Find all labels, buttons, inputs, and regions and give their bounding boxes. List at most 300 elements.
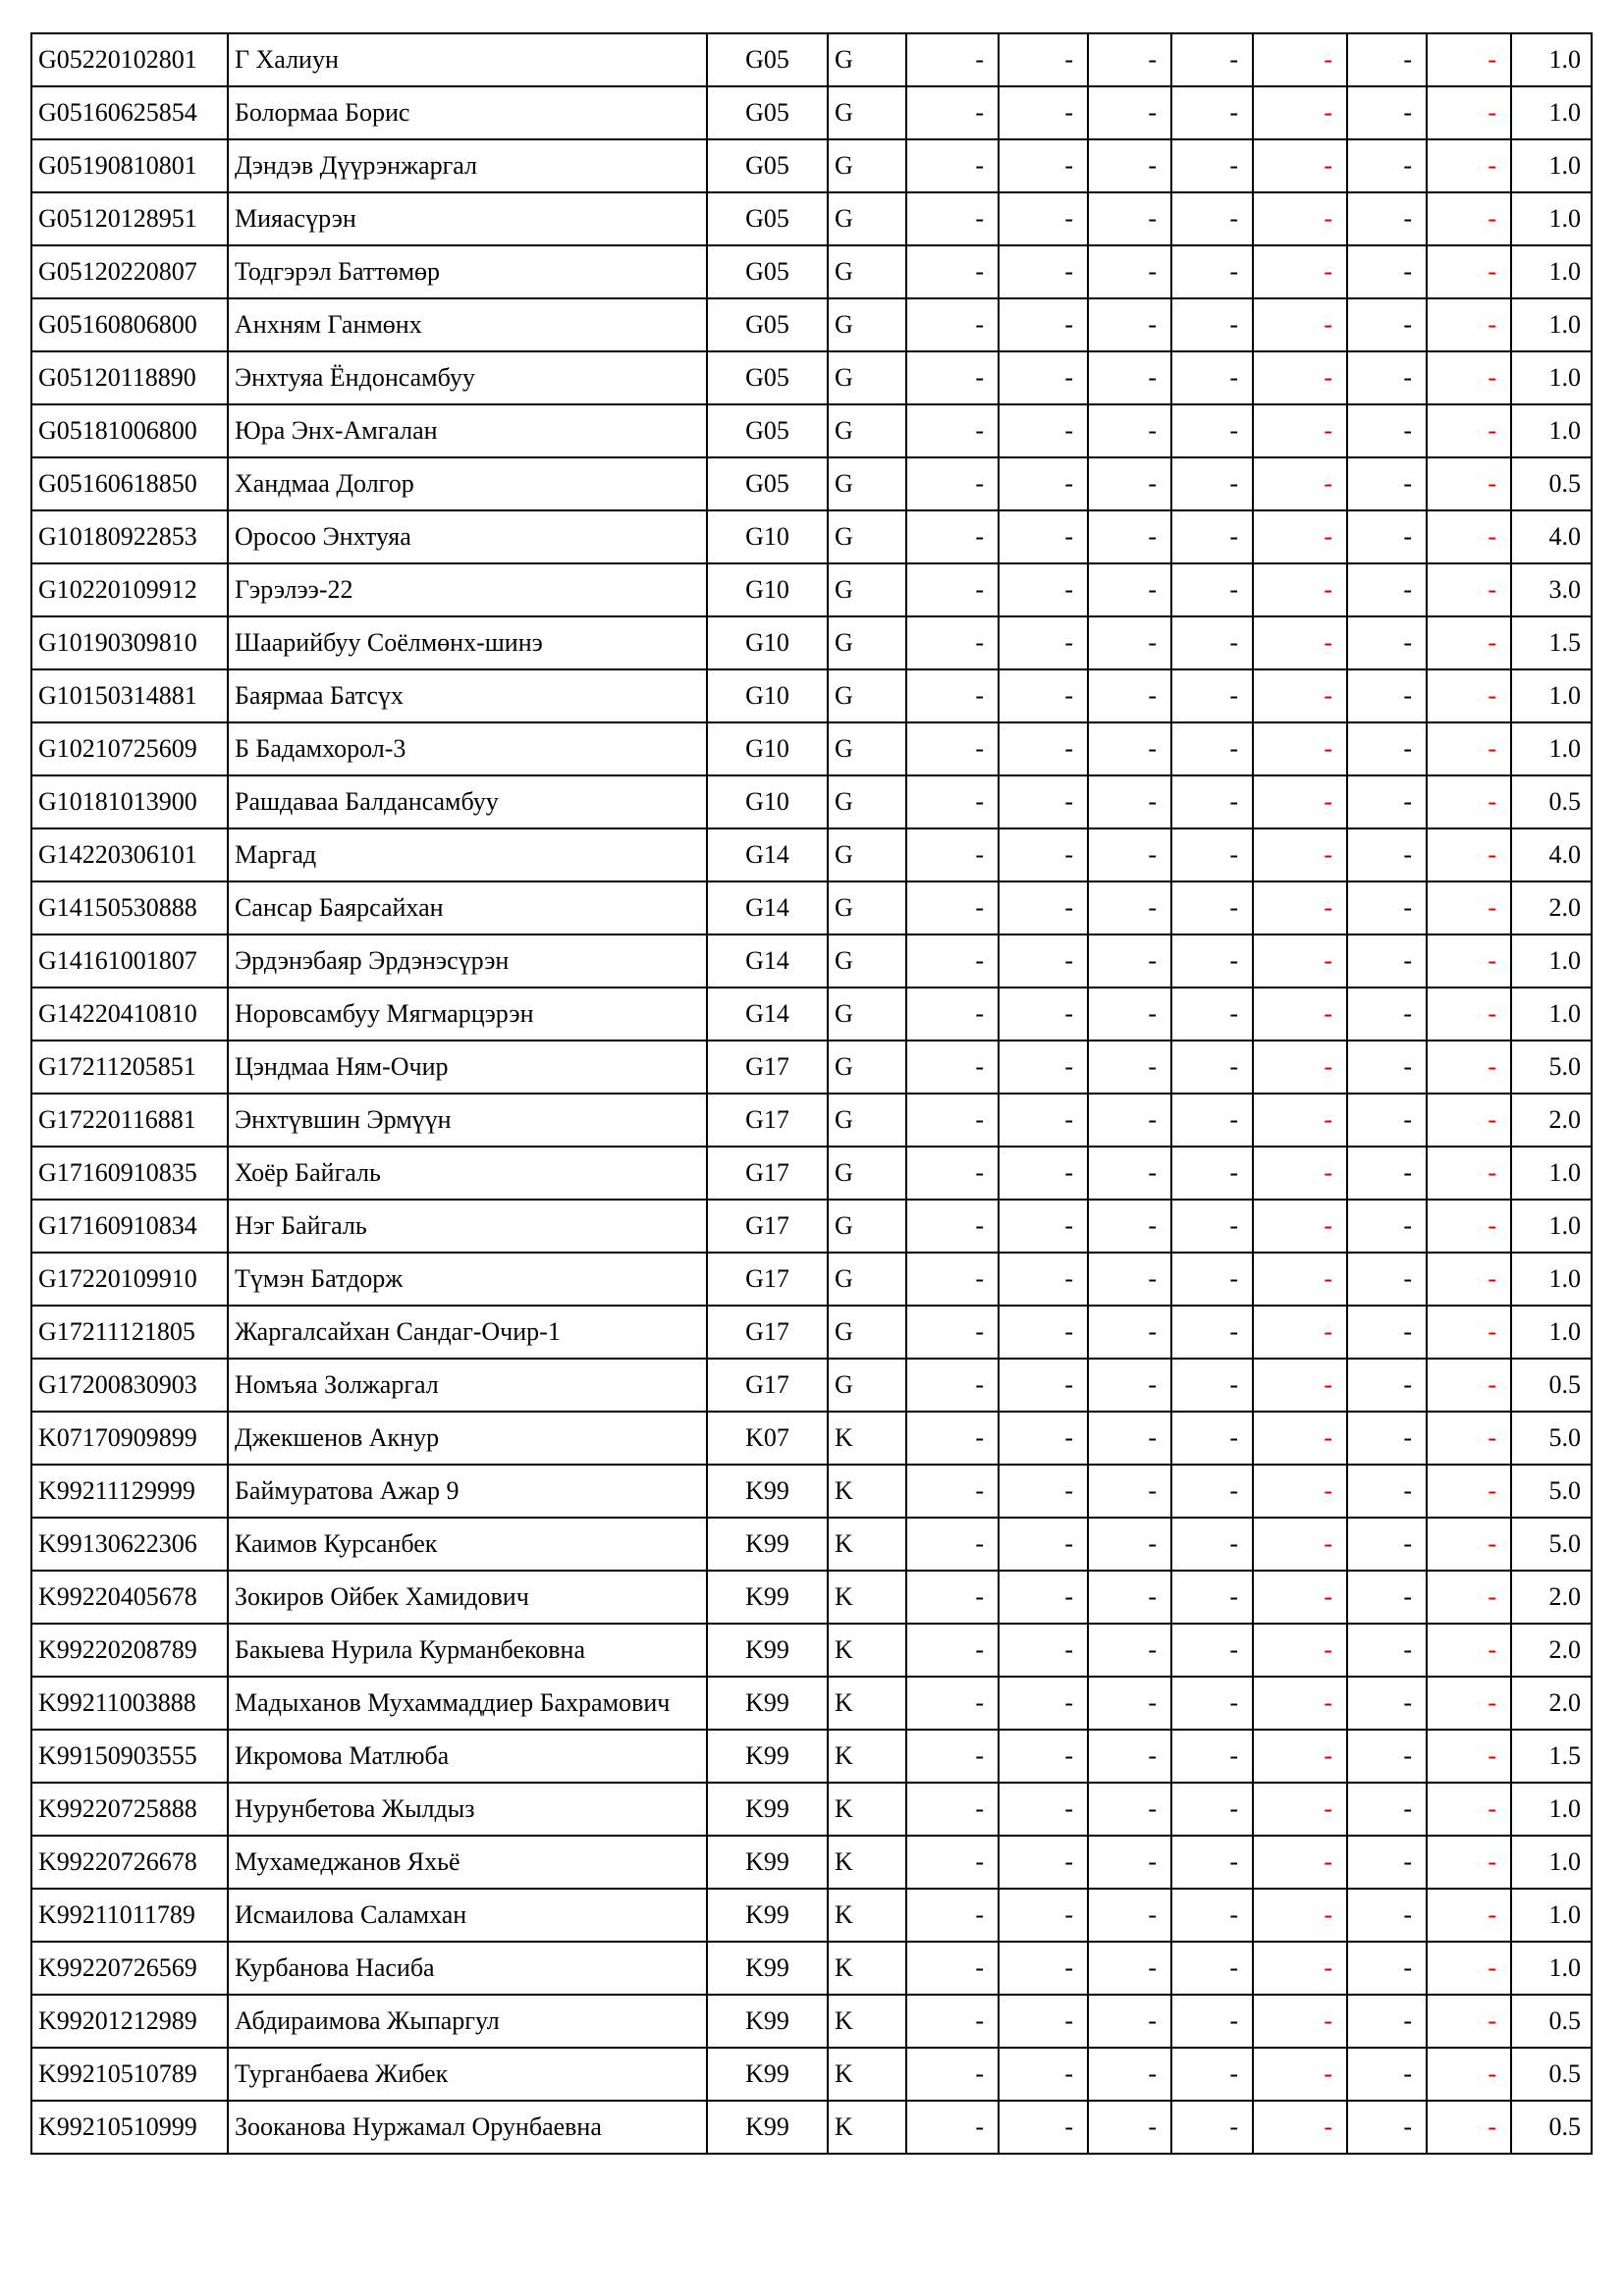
- value-cell: -: [906, 616, 999, 669]
- value-cell: -: [999, 510, 1088, 563]
- value-cell: -: [1347, 1412, 1427, 1465]
- score-cell: 0.5: [1511, 775, 1592, 828]
- table-row: [31, 934, 1592, 988]
- id-cell: K99220725888: [31, 1783, 228, 1836]
- value-cell: -: [1427, 2101, 1511, 2154]
- value-cell: -: [1427, 722, 1511, 775]
- score-cell: 1.0: [1511, 192, 1592, 245]
- score-cell: 2.0: [1511, 1571, 1592, 1624]
- table-row: [31, 1253, 1592, 1306]
- table-row: [31, 86, 1592, 139]
- table-row: [31, 1677, 1592, 1730]
- name-cell: Хандмаа Долгор: [228, 457, 707, 510]
- id-cell: G10210725609: [31, 722, 228, 775]
- score-cell: 5.0: [1511, 1041, 1592, 1094]
- value-cell: -: [999, 2048, 1088, 2101]
- value-cell: -: [1253, 988, 1347, 1041]
- value-cell: -: [1253, 563, 1347, 616]
- id-cell: G10220109912: [31, 563, 228, 616]
- code-cell: G14: [707, 881, 828, 934]
- value-cell: -: [1427, 1147, 1511, 1200]
- value-cell: -: [1088, 1412, 1171, 1465]
- value-cell: -: [999, 722, 1088, 775]
- value-cell: -: [1347, 192, 1427, 245]
- value-cell: -: [906, 775, 999, 828]
- value-cell: -: [1171, 669, 1253, 722]
- value-cell: -: [1427, 616, 1511, 669]
- value-cell: -: [1171, 1571, 1253, 1624]
- value-cell: -: [1427, 1942, 1511, 1995]
- value-cell: -: [1088, 404, 1171, 457]
- name-cell: Жаргалсайхан Сандаг-Очир-1: [228, 1306, 707, 1359]
- code-cell: K99: [707, 1624, 828, 1677]
- value-cell: -: [906, 1730, 999, 1783]
- value-cell: -: [999, 828, 1088, 881]
- value-cell: -: [1253, 2101, 1347, 2154]
- id-cell: K07170909899: [31, 1412, 228, 1465]
- group-cell: K: [828, 2101, 906, 2154]
- value-cell: -: [906, 1412, 999, 1465]
- table-row: [31, 828, 1592, 881]
- id-cell: G17220116881: [31, 1094, 228, 1147]
- group-cell: K: [828, 1995, 906, 2048]
- value-cell: -: [1427, 457, 1511, 510]
- value-cell: -: [999, 1253, 1088, 1306]
- value-cell: -: [1253, 1995, 1347, 2048]
- id-cell: K99211129999: [31, 1465, 228, 1518]
- value-cell: -: [1253, 1942, 1347, 1995]
- value-cell: -: [1253, 404, 1347, 457]
- value-cell: -: [1427, 828, 1511, 881]
- id-cell: G05220102801: [31, 33, 228, 86]
- table-row: [31, 1094, 1592, 1147]
- value-cell: -: [1347, 828, 1427, 881]
- score-cell: 0.5: [1511, 1995, 1592, 2048]
- id-cell: K99210510789: [31, 2048, 228, 2101]
- value-cell: -: [1088, 1306, 1171, 1359]
- name-cell: Рашдаваа Балдансамбуу: [228, 775, 707, 828]
- id-cell: G14161001807: [31, 934, 228, 988]
- value-cell: -: [1347, 1147, 1427, 1200]
- id-cell: K99150903555: [31, 1730, 228, 1783]
- value-cell: -: [1088, 563, 1171, 616]
- value-cell: -: [906, 563, 999, 616]
- table-row: [31, 616, 1592, 669]
- value-cell: -: [1171, 1147, 1253, 1200]
- value-cell: -: [1427, 1995, 1511, 2048]
- code-cell: G05: [707, 298, 828, 351]
- value-cell: -: [1347, 1306, 1427, 1359]
- value-cell: -: [1347, 2101, 1427, 2154]
- value-cell: -: [1347, 1200, 1427, 1253]
- score-cell: 0.5: [1511, 1359, 1592, 1412]
- id-cell: K99220208789: [31, 1624, 228, 1677]
- value-cell: -: [1427, 1359, 1511, 1412]
- name-cell: Нэг Байгаль: [228, 1200, 707, 1253]
- value-cell: -: [1088, 881, 1171, 934]
- value-cell: -: [1347, 1995, 1427, 2048]
- name-cell: Болормаа Борис: [228, 86, 707, 139]
- value-cell: -: [999, 1518, 1088, 1571]
- value-cell: -: [1088, 86, 1171, 139]
- value-cell: -: [1347, 2048, 1427, 2101]
- name-cell: Баярмаа Батсүх: [228, 669, 707, 722]
- group-cell: K: [828, 1677, 906, 1730]
- group-cell: G: [828, 86, 906, 139]
- score-cell: 5.0: [1511, 1518, 1592, 1571]
- value-cell: -: [906, 1624, 999, 1677]
- id-cell: G14220306101: [31, 828, 228, 881]
- code-cell: G17: [707, 1041, 828, 1094]
- table-row: [31, 1306, 1592, 1359]
- value-cell: -: [1171, 298, 1253, 351]
- code-cell: K99: [707, 1518, 828, 1571]
- value-cell: -: [1347, 1359, 1427, 1412]
- table-row: [31, 881, 1592, 934]
- name-cell: Абдираимова Жыпаргул: [228, 1995, 707, 2048]
- value-cell: -: [1347, 139, 1427, 192]
- value-cell: -: [1088, 1571, 1171, 1624]
- code-cell: G17: [707, 1253, 828, 1306]
- value-cell: -: [1347, 457, 1427, 510]
- value-cell: -: [1427, 139, 1511, 192]
- table-row: [31, 1783, 1592, 1836]
- value-cell: -: [1253, 934, 1347, 988]
- group-cell: G: [828, 1094, 906, 1147]
- value-cell: -: [1347, 1889, 1427, 1942]
- id-cell: K99130622306: [31, 1518, 228, 1571]
- value-cell: -: [1427, 245, 1511, 298]
- value-cell: -: [1253, 1624, 1347, 1677]
- score-cell: 1.0: [1511, 1253, 1592, 1306]
- value-cell: -: [999, 1783, 1088, 1836]
- table-row: [31, 988, 1592, 1041]
- group-cell: G: [828, 139, 906, 192]
- value-cell: -: [906, 1518, 999, 1571]
- value-cell: -: [1088, 298, 1171, 351]
- value-cell: -: [1253, 192, 1347, 245]
- value-cell: -: [1088, 33, 1171, 86]
- code-cell: K07: [707, 1412, 828, 1465]
- value-cell: -: [1427, 1253, 1511, 1306]
- code-cell: G05: [707, 404, 828, 457]
- value-cell: -: [1088, 510, 1171, 563]
- score-cell: 1.0: [1511, 1306, 1592, 1359]
- value-cell: -: [1253, 1836, 1347, 1889]
- value-cell: -: [906, 1041, 999, 1094]
- value-cell: -: [999, 563, 1088, 616]
- value-cell: -: [1088, 1995, 1171, 2048]
- name-cell: Б Бадамхорол-3: [228, 722, 707, 775]
- table-row: [31, 192, 1592, 245]
- value-cell: -: [1171, 722, 1253, 775]
- value-cell: -: [906, 722, 999, 775]
- score-cell: 5.0: [1511, 1465, 1592, 1518]
- value-cell: -: [1253, 1889, 1347, 1942]
- table-row: [31, 351, 1592, 404]
- code-cell: G10: [707, 510, 828, 563]
- value-cell: -: [1347, 510, 1427, 563]
- value-cell: -: [1088, 934, 1171, 988]
- score-cell: 0.5: [1511, 2101, 1592, 2154]
- score-cell: 1.0: [1511, 404, 1592, 457]
- value-cell: -: [906, 881, 999, 934]
- value-cell: -: [999, 2101, 1088, 2154]
- code-cell: K99: [707, 2048, 828, 2101]
- group-cell: G: [828, 404, 906, 457]
- value-cell: -: [1171, 1624, 1253, 1677]
- value-cell: -: [1171, 192, 1253, 245]
- value-cell: -: [1088, 351, 1171, 404]
- value-cell: -: [1171, 616, 1253, 669]
- value-cell: -: [1171, 1094, 1253, 1147]
- name-cell: Исмаилова Саламхан: [228, 1889, 707, 1942]
- value-cell: -: [999, 1571, 1088, 1624]
- value-cell: -: [1347, 1836, 1427, 1889]
- score-cell: 1.0: [1511, 139, 1592, 192]
- code-cell: K99: [707, 1942, 828, 1995]
- table-row: [31, 1518, 1592, 1571]
- value-cell: -: [906, 2048, 999, 2101]
- value-cell: -: [1427, 669, 1511, 722]
- id-cell: G05160625854: [31, 86, 228, 139]
- group-cell: G: [828, 669, 906, 722]
- value-cell: -: [1427, 1571, 1511, 1624]
- group-cell: G: [828, 563, 906, 616]
- value-cell: -: [906, 1677, 999, 1730]
- id-cell: G05120128951: [31, 192, 228, 245]
- value-cell: -: [999, 192, 1088, 245]
- code-cell: G10: [707, 616, 828, 669]
- value-cell: -: [999, 1465, 1088, 1518]
- value-cell: -: [1347, 1730, 1427, 1783]
- value-cell: -: [1171, 1677, 1253, 1730]
- value-cell: -: [906, 510, 999, 563]
- code-cell: G05: [707, 192, 828, 245]
- value-cell: -: [1171, 828, 1253, 881]
- name-cell: Турганбаева Жибек: [228, 2048, 707, 2101]
- value-cell: -: [1088, 616, 1171, 669]
- value-cell: -: [1427, 1624, 1511, 1677]
- id-cell: K99220726678: [31, 1836, 228, 1889]
- value-cell: -: [1253, 2048, 1347, 2101]
- value-cell: -: [1253, 669, 1347, 722]
- value-cell: -: [906, 1359, 999, 1412]
- value-cell: -: [1253, 1730, 1347, 1783]
- code-cell: K99: [707, 1730, 828, 1783]
- value-cell: -: [1171, 457, 1253, 510]
- value-cell: -: [1171, 775, 1253, 828]
- table-row: [31, 404, 1592, 457]
- value-cell: -: [1253, 298, 1347, 351]
- code-cell: G17: [707, 1200, 828, 1253]
- value-cell: -: [999, 669, 1088, 722]
- id-cell: K99220726569: [31, 1942, 228, 1995]
- value-cell: -: [1171, 1306, 1253, 1359]
- value-cell: -: [1171, 351, 1253, 404]
- value-cell: -: [1347, 934, 1427, 988]
- value-cell: -: [1171, 86, 1253, 139]
- value-cell: -: [1347, 1677, 1427, 1730]
- score-cell: 2.0: [1511, 1094, 1592, 1147]
- value-cell: -: [999, 33, 1088, 86]
- group-cell: G: [828, 245, 906, 298]
- table-row: [31, 1571, 1592, 1624]
- value-cell: -: [906, 828, 999, 881]
- id-cell: G10181013900: [31, 775, 228, 828]
- code-cell: G17: [707, 1094, 828, 1147]
- value-cell: -: [1347, 86, 1427, 139]
- code-cell: G05: [707, 245, 828, 298]
- code-cell: K99: [707, 1783, 828, 1836]
- name-cell: Джекшенов Акнур: [228, 1412, 707, 1465]
- table-row: [31, 1359, 1592, 1412]
- value-cell: -: [1088, 1094, 1171, 1147]
- value-cell: -: [1088, 1942, 1171, 1995]
- name-cell: Зокиров Ойбек Хамидович: [228, 1571, 707, 1624]
- value-cell: -: [906, 988, 999, 1041]
- value-cell: -: [1427, 404, 1511, 457]
- value-cell: -: [1253, 351, 1347, 404]
- value-cell: -: [906, 351, 999, 404]
- value-cell: -: [999, 351, 1088, 404]
- value-cell: -: [1427, 1306, 1511, 1359]
- score-cell: 1.0: [1511, 988, 1592, 1041]
- value-cell: -: [1427, 1518, 1511, 1571]
- name-cell: Цэндмаа Ням-Очир: [228, 1041, 707, 1094]
- name-cell: Сансар Баярсайхан: [228, 881, 707, 934]
- group-cell: K: [828, 1518, 906, 1571]
- value-cell: -: [1253, 1253, 1347, 1306]
- name-cell: Курбанова Насиба: [228, 1942, 707, 1995]
- value-cell: -: [1347, 563, 1427, 616]
- value-cell: -: [1427, 510, 1511, 563]
- value-cell: -: [906, 245, 999, 298]
- group-cell: G: [828, 828, 906, 881]
- value-cell: -: [1347, 988, 1427, 1041]
- value-cell: -: [906, 1094, 999, 1147]
- value-cell: -: [1171, 510, 1253, 563]
- id-cell: G05181006800: [31, 404, 228, 457]
- value-cell: -: [1088, 1465, 1171, 1518]
- group-cell: G: [828, 1200, 906, 1253]
- value-cell: -: [1171, 404, 1253, 457]
- group-cell: G: [828, 1359, 906, 1412]
- id-cell: G05160806800: [31, 298, 228, 351]
- score-cell: 1.0: [1511, 669, 1592, 722]
- name-cell: Икромова Матлюба: [228, 1730, 707, 1783]
- score-cell: 1.0: [1511, 1942, 1592, 1995]
- value-cell: -: [1171, 934, 1253, 988]
- value-cell: -: [906, 1253, 999, 1306]
- id-cell: G05120118890: [31, 351, 228, 404]
- id-cell: G05120220807: [31, 245, 228, 298]
- value-cell: -: [1088, 192, 1171, 245]
- table-row: [31, 33, 1592, 86]
- value-cell: -: [1171, 1889, 1253, 1942]
- id-cell: G17160910835: [31, 1147, 228, 1200]
- name-cell: Гэрэлээ-22: [228, 563, 707, 616]
- value-cell: -: [906, 2101, 999, 2154]
- table-row: [31, 669, 1592, 722]
- table-row: [31, 1889, 1592, 1942]
- value-cell: -: [999, 1889, 1088, 1942]
- name-cell: Анхням Ганмөнх: [228, 298, 707, 351]
- id-cell: G17200830903: [31, 1359, 228, 1412]
- value-cell: -: [1171, 1518, 1253, 1571]
- code-cell: K99: [707, 1995, 828, 2048]
- group-cell: G: [828, 351, 906, 404]
- value-cell: -: [1088, 1359, 1171, 1412]
- value-cell: -: [1253, 828, 1347, 881]
- value-cell: -: [1347, 1253, 1427, 1306]
- code-cell: G05: [707, 33, 828, 86]
- score-cell: 0.5: [1511, 457, 1592, 510]
- value-cell: -: [1253, 616, 1347, 669]
- code-cell: G10: [707, 775, 828, 828]
- value-cell: -: [1253, 1041, 1347, 1094]
- value-cell: -: [1347, 1571, 1427, 1624]
- score-cell: 1.0: [1511, 934, 1592, 988]
- name-cell: Номъяа Золжаргал: [228, 1359, 707, 1412]
- value-cell: -: [1427, 881, 1511, 934]
- value-cell: -: [906, 192, 999, 245]
- value-cell: -: [1427, 1677, 1511, 1730]
- id-cell: K99201212989: [31, 1995, 228, 2048]
- value-cell: -: [1171, 2101, 1253, 2154]
- value-cell: -: [1253, 245, 1347, 298]
- value-cell: -: [1427, 1889, 1511, 1942]
- score-cell: 1.0: [1511, 722, 1592, 775]
- group-cell: G: [828, 457, 906, 510]
- value-cell: -: [1427, 934, 1511, 988]
- group-cell: K: [828, 1465, 906, 1518]
- id-cell: G14220410810: [31, 988, 228, 1041]
- code-cell: G10: [707, 563, 828, 616]
- code-cell: G14: [707, 934, 828, 988]
- value-cell: -: [999, 1306, 1088, 1359]
- value-cell: -: [999, 1412, 1088, 1465]
- value-cell: -: [999, 934, 1088, 988]
- name-cell: Мадыханов Мухаммаддиер Бахрамович: [228, 1677, 707, 1730]
- value-cell: -: [1427, 2048, 1511, 2101]
- value-cell: -: [1253, 33, 1347, 86]
- value-cell: -: [1171, 139, 1253, 192]
- value-cell: -: [1347, 1041, 1427, 1094]
- name-cell: Мухамеджанов Яхьё: [228, 1836, 707, 1889]
- value-cell: -: [1088, 828, 1171, 881]
- group-cell: K: [828, 1412, 906, 1465]
- value-cell: -: [1427, 1094, 1511, 1147]
- value-cell: -: [1347, 245, 1427, 298]
- value-cell: -: [1088, 1624, 1171, 1677]
- id-cell: K99220405678: [31, 1571, 228, 1624]
- table-row: [31, 2101, 1592, 2154]
- name-cell: Түмэн Батдорж: [228, 1253, 707, 1306]
- value-cell: -: [1088, 1889, 1171, 1942]
- table-row: [31, 1995, 1592, 2048]
- value-cell: -: [1088, 457, 1171, 510]
- value-cell: -: [1171, 2048, 1253, 2101]
- value-cell: -: [1171, 1041, 1253, 1094]
- id-cell: K99211003888: [31, 1677, 228, 1730]
- value-cell: -: [1427, 988, 1511, 1041]
- group-cell: G: [828, 722, 906, 775]
- value-cell: -: [1171, 1359, 1253, 1412]
- group-cell: G: [828, 775, 906, 828]
- code-cell: G10: [707, 722, 828, 775]
- value-cell: -: [906, 1783, 999, 1836]
